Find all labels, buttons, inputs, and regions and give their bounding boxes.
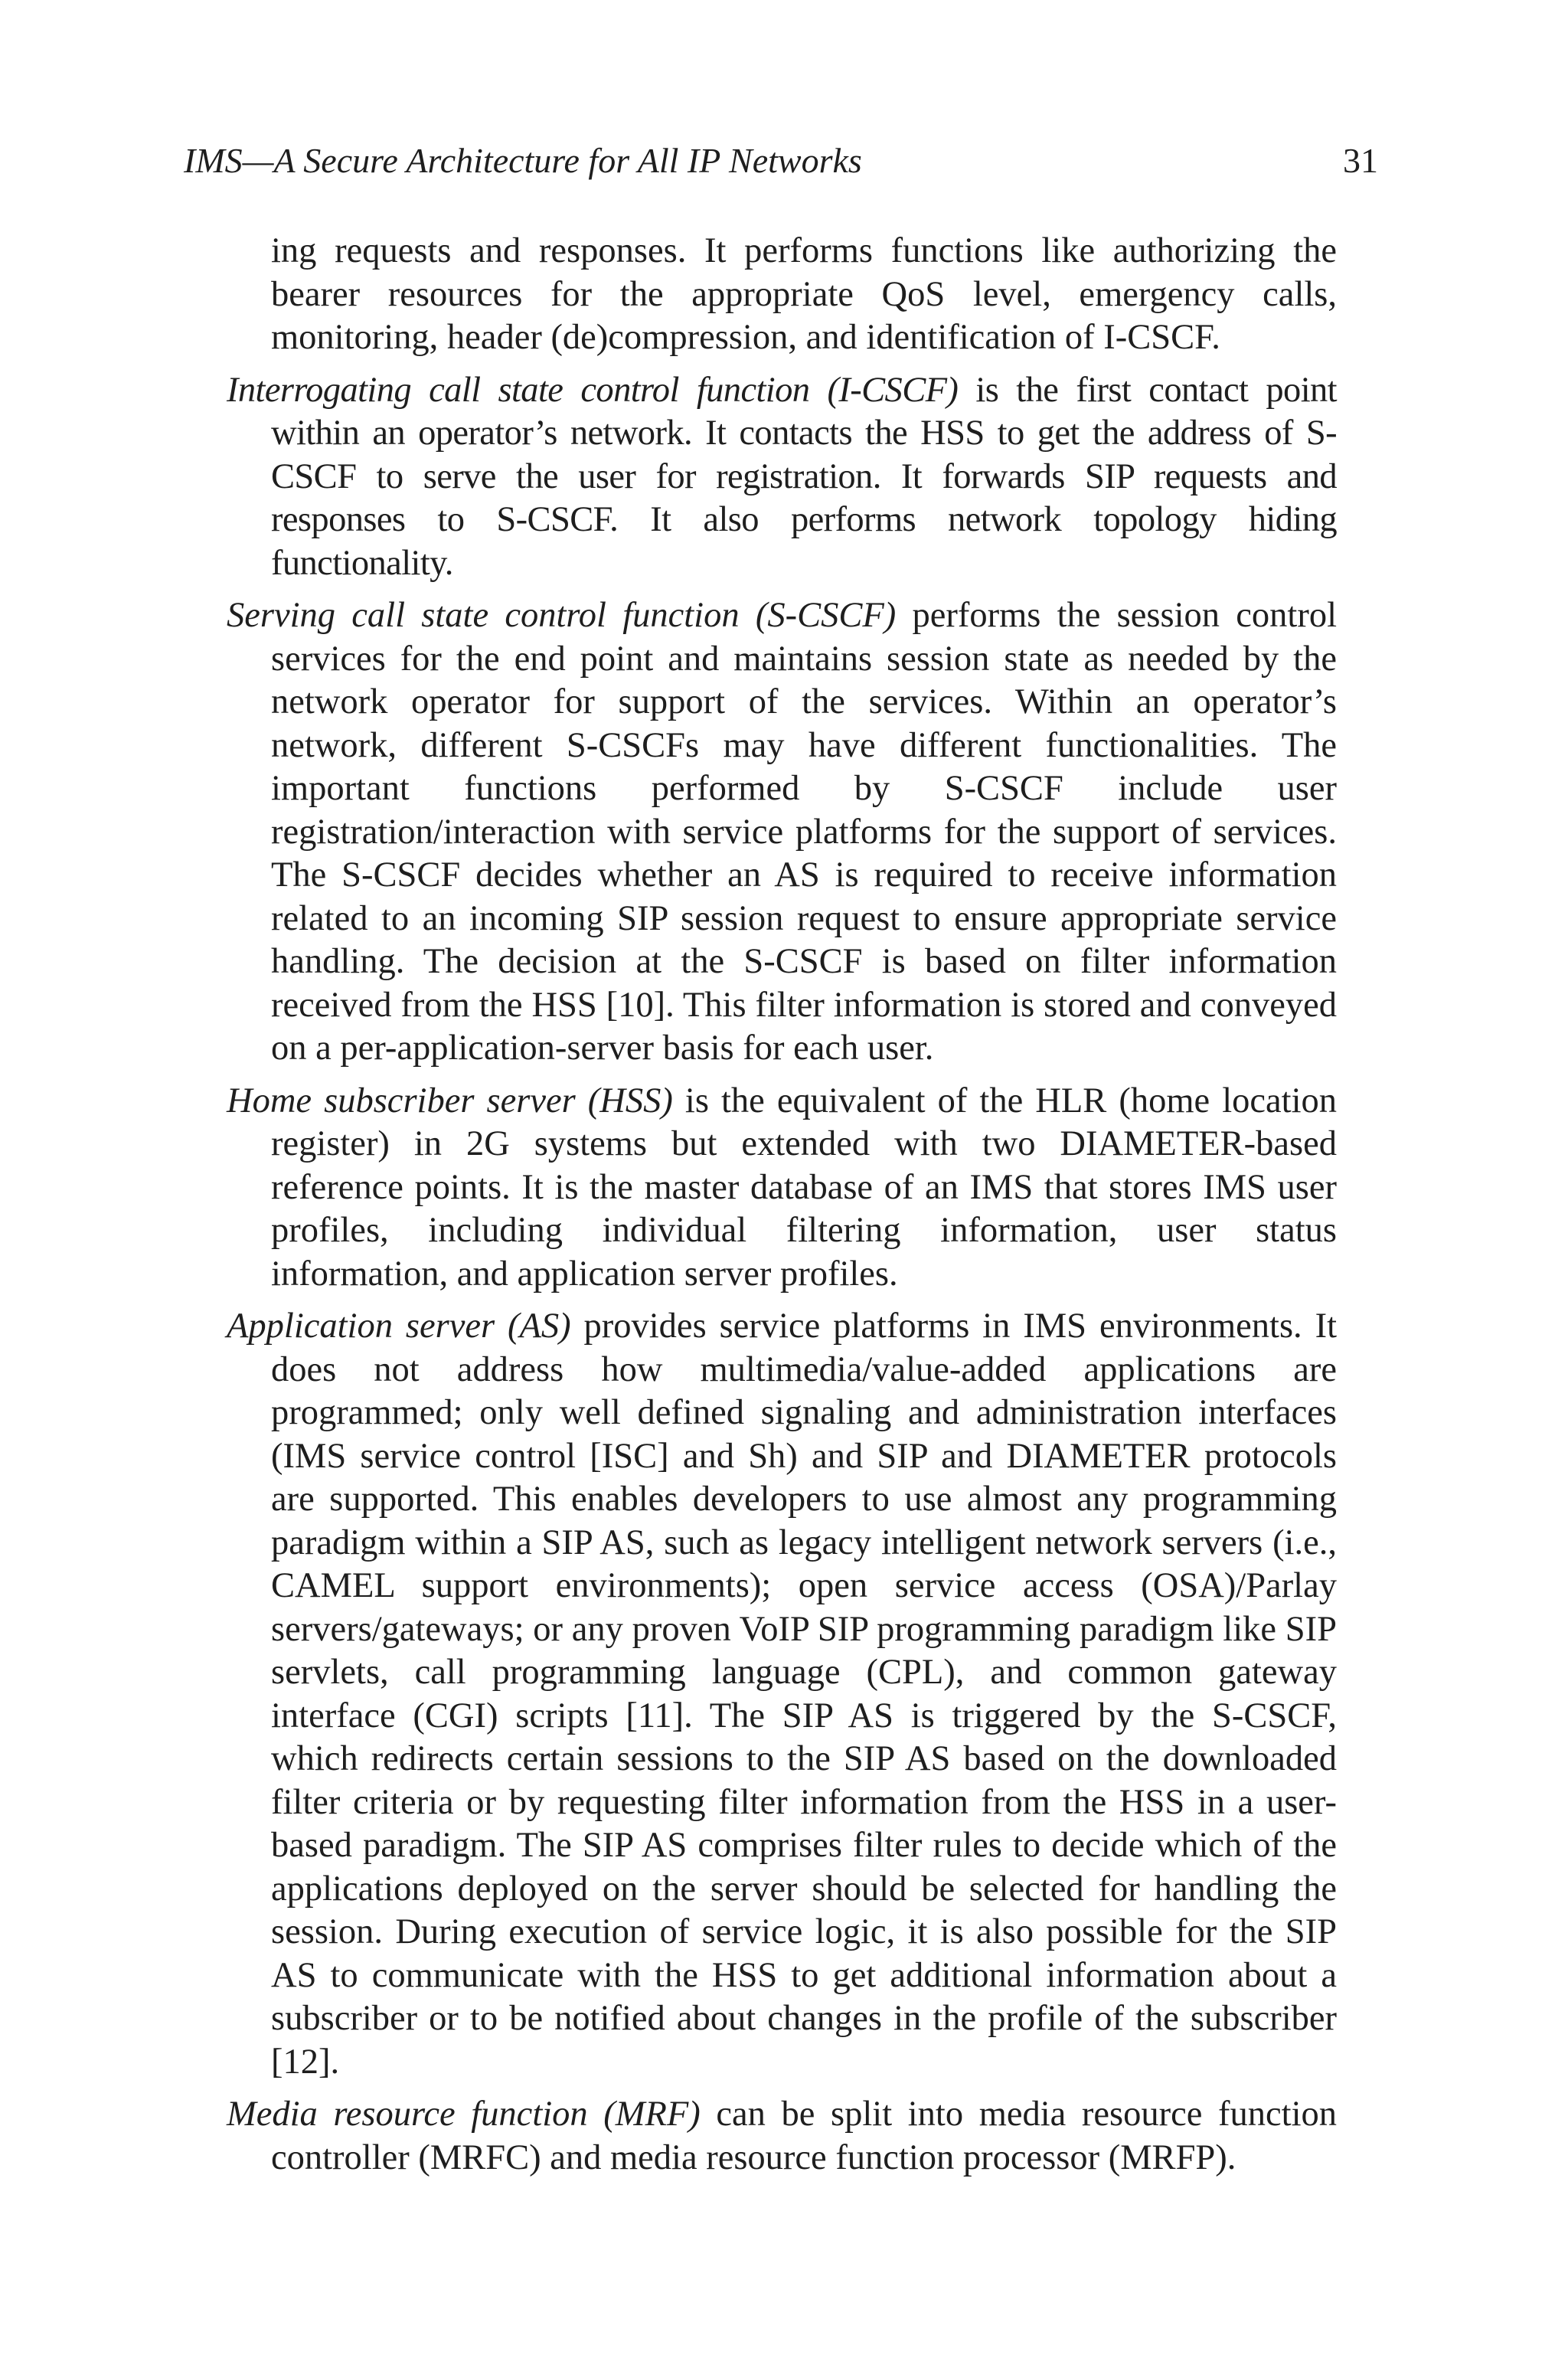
entry-mrf	[227, 2093, 1337, 2180]
entry-term: Home subscriber server (HSS)	[227, 1081, 673, 1120]
entry-text: provides service platforms in IMS environments. It does not address how multimedia/value-added applications are programmed; only well defined signaling and administration interfaces (IMS service control [ISC] and Sh) and SIP and DIAMETER protocols are supported. This enables developers to use almost any programming paradigm within a SIP AS, such as legacy intelligent network servers (i.e., CAMEL support environments); open service access (OSA)/Parlay servers/gateways; or any proven VoIP SIP programming paradigm like SIP servlets, call programming language (CPL), and common gateway interface (CGI) scripts [11]. The SIP AS is triggered by the S-CSCF, which redirects certain sessions to the SIP AS based on the downloaded filter criteria or by requesting filter information from the HSS in a user-based paradigm. The SIP AS comprises filter rules to decide which of the applications deployed on the server should be selected for handling the session. During execution of service logic, it is also possible for the SIP AS to communicate with the HSS to get additional information about a subscriber or to be notified about changes in the profile of the subscriber [12].	[271, 1307, 1337, 2082]
entry-hss	[227, 1080, 1337, 1297]
entry-as	[227, 1305, 1337, 2084]
entry-text: performs the session control services for the end point and maintains session state as needed by the network operator for support of the services. Within an operator’s network, different S-CSCFs may have different functionalities. The important functions performed by S-CSCF include user registration/interaction with service platforms for the support of services. The S-CSCF decides whether an AS is required to receive information related to an incoming SIP session request to ensure appropriate service handling. The decision at the S-CSCF is based on filter information received from the HSS [10]. This filter information is stored and conveyed on a per-application-server basis for each user.	[271, 596, 1337, 1068]
running-head-title: IMS—A Secure Architecture for All IP Networks	[184, 141, 862, 180]
body-text	[227, 230, 1337, 2189]
entry-s-cscf	[227, 594, 1337, 1071]
running-header	[184, 138, 1378, 184]
entry-term: Interrogating call state control function (I-CSCF)	[227, 370, 959, 410]
page-number: 31	[1343, 141, 1378, 180]
entry-i-cscf	[227, 369, 1337, 586]
entry-text: can be split into media resource function controller (MRFC) and media resource function processor (MRFP).	[271, 2095, 1337, 2177]
entry-text: is the first contact point within an operator’s network. It contacts the HSS to get the address of S-CSCF to serve the user for registration. It forwards SIP requests and responses to S-CSCF. It also performs network topology hiding functionality.	[271, 370, 1337, 583]
entry-term: Serving call state control function (S-CSCF)	[227, 596, 897, 635]
entry-term: Application server (AS)	[227, 1307, 571, 1346]
entry-text: is the equivalent of the HLR (home location register) in 2G systems but extended with two DIAMETER-based reference points. It is the master database of an IMS that stores IMS user profiles, including individual filtering information, user status information, and application server profiles.	[271, 1081, 1337, 1294]
entry-term: Media resource function (MRF)	[227, 2095, 701, 2134]
continuation-paragraph: ing requests and responses. It performs functions like authorizing the bearer resources for the appropriate QoS level, emergency calls, monitoring, header (de)compression, and identification of I-CSCF.	[271, 231, 1337, 357]
